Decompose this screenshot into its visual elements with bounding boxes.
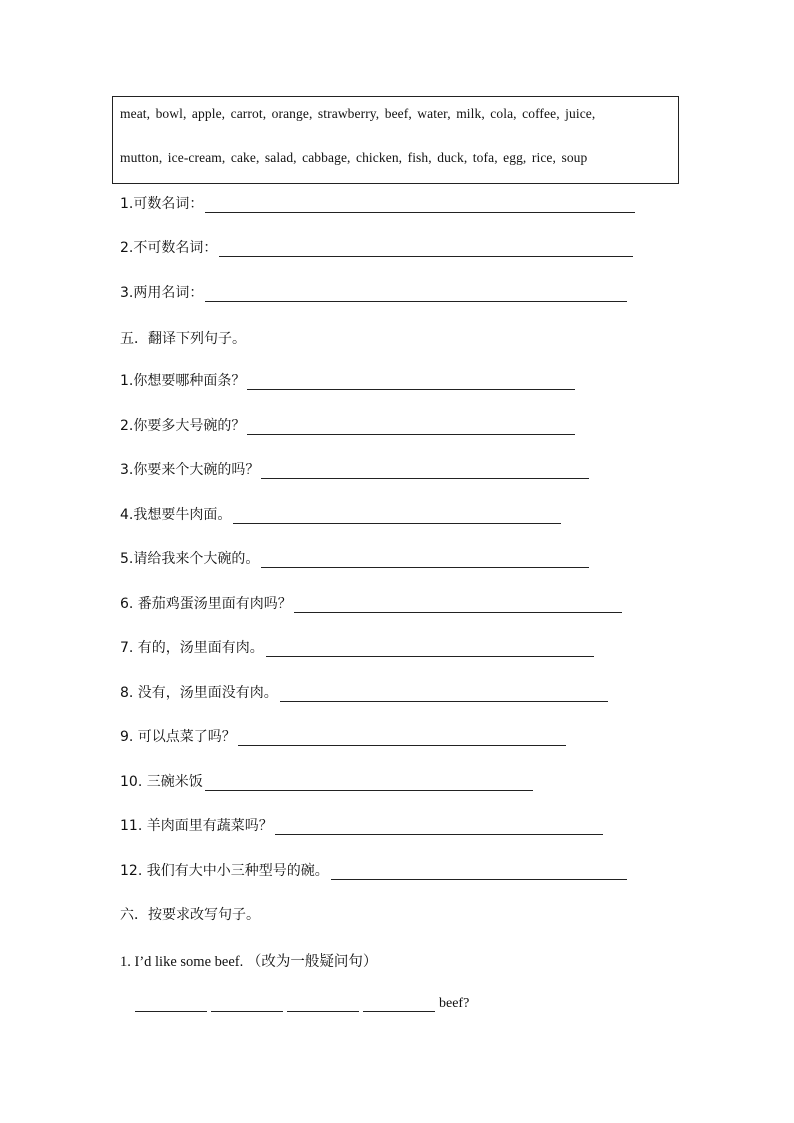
rewrite-answer-line xyxy=(135,996,469,1012)
translate-item xyxy=(120,370,575,390)
answer-blank[interactable] xyxy=(247,375,575,390)
translate-item xyxy=(120,504,561,524)
translate-prompt: 4.我想要牛肉面。 xyxy=(120,507,232,523)
rewrite-question-1 xyxy=(120,950,377,971)
translate-item xyxy=(120,771,533,791)
section-5-title: 五．翻译下列句子。 xyxy=(120,331,246,347)
classify-row-both xyxy=(120,282,627,302)
answer-tail-text: beef? xyxy=(439,996,470,1011)
answer-blank[interactable] xyxy=(211,997,283,1012)
answer-blank[interactable] xyxy=(294,598,622,613)
answer-blank[interactable] xyxy=(261,464,589,479)
translate-prompt: 1.你想要哪种面条？ xyxy=(120,373,246,389)
section-6-title: 六．按要求改写句子。 xyxy=(120,907,260,923)
answer-blank[interactable] xyxy=(275,820,603,835)
answer-blank[interactable] xyxy=(205,776,533,791)
answer-blank[interactable] xyxy=(363,997,435,1012)
answer-blank[interactable] xyxy=(219,242,633,257)
answer-blank[interactable] xyxy=(280,687,608,702)
answer-blank[interactable] xyxy=(205,287,627,302)
translate-item xyxy=(120,548,589,568)
answer-blank[interactable] xyxy=(247,420,575,435)
word-list-box xyxy=(112,96,679,184)
word-list-line-2: mutton, ice-cream, cake, salad, cabbage, chicken, fish, duck, tofa, egg, rice, soup xyxy=(120,150,588,165)
answer-blank[interactable] xyxy=(238,731,566,746)
translate-prompt: 11. 羊肉面里有蔬菜吗？ xyxy=(120,818,273,834)
answer-blank[interactable] xyxy=(261,553,589,568)
word-list-line-1: meat, bowl, apple, carrot, orange, strawberry, beef, water, milk, cola, coffee, juice, xyxy=(120,106,596,121)
translate-item xyxy=(120,593,622,613)
translate-prompt: 3.你要来个大碗的吗？ xyxy=(120,462,260,478)
answer-blank[interactable] xyxy=(233,509,561,524)
translate-prompt: 10. 三碗米饭 xyxy=(120,774,203,790)
answer-blank[interactable] xyxy=(205,198,635,213)
translate-prompt: 5.请给我来个大碗的。 xyxy=(120,551,260,567)
translate-item xyxy=(120,637,594,657)
translate-item xyxy=(120,459,589,479)
answer-blank[interactable] xyxy=(331,865,627,880)
classify-row-uncountable xyxy=(120,237,633,257)
translate-prompt: 12. 我们有大中小三种型号的碗。 xyxy=(120,863,329,879)
answer-blank[interactable] xyxy=(266,642,594,657)
rewrite-prompt: 1. I’d like some beef. （改为一般疑问句） xyxy=(120,954,378,970)
translate-prompt: 7. 有的，汤里面有肉。 xyxy=(120,640,264,656)
translate-item xyxy=(120,726,566,746)
answer-blank[interactable] xyxy=(135,997,207,1012)
classify-row-countable xyxy=(120,193,635,213)
translate-prompt: 8. 没有，汤里面没有肉。 xyxy=(120,685,278,701)
translate-item xyxy=(120,415,575,435)
translate-item xyxy=(120,815,603,835)
translate-prompt: 2.你要多大号碗的？ xyxy=(120,418,246,434)
classify-label: 3.两用名词： xyxy=(120,285,204,301)
classify-label: 2.不可数名词： xyxy=(120,240,218,256)
classify-label: 1.可数名词： xyxy=(120,196,204,212)
translate-prompt: 9. 可以点菜了吗？ xyxy=(120,729,236,745)
translate-item xyxy=(120,860,627,880)
answer-blank[interactable] xyxy=(287,997,359,1012)
translate-prompt: 6. 番茄鸡蛋汤里面有肉吗？ xyxy=(120,596,292,612)
translate-item xyxy=(120,682,608,702)
